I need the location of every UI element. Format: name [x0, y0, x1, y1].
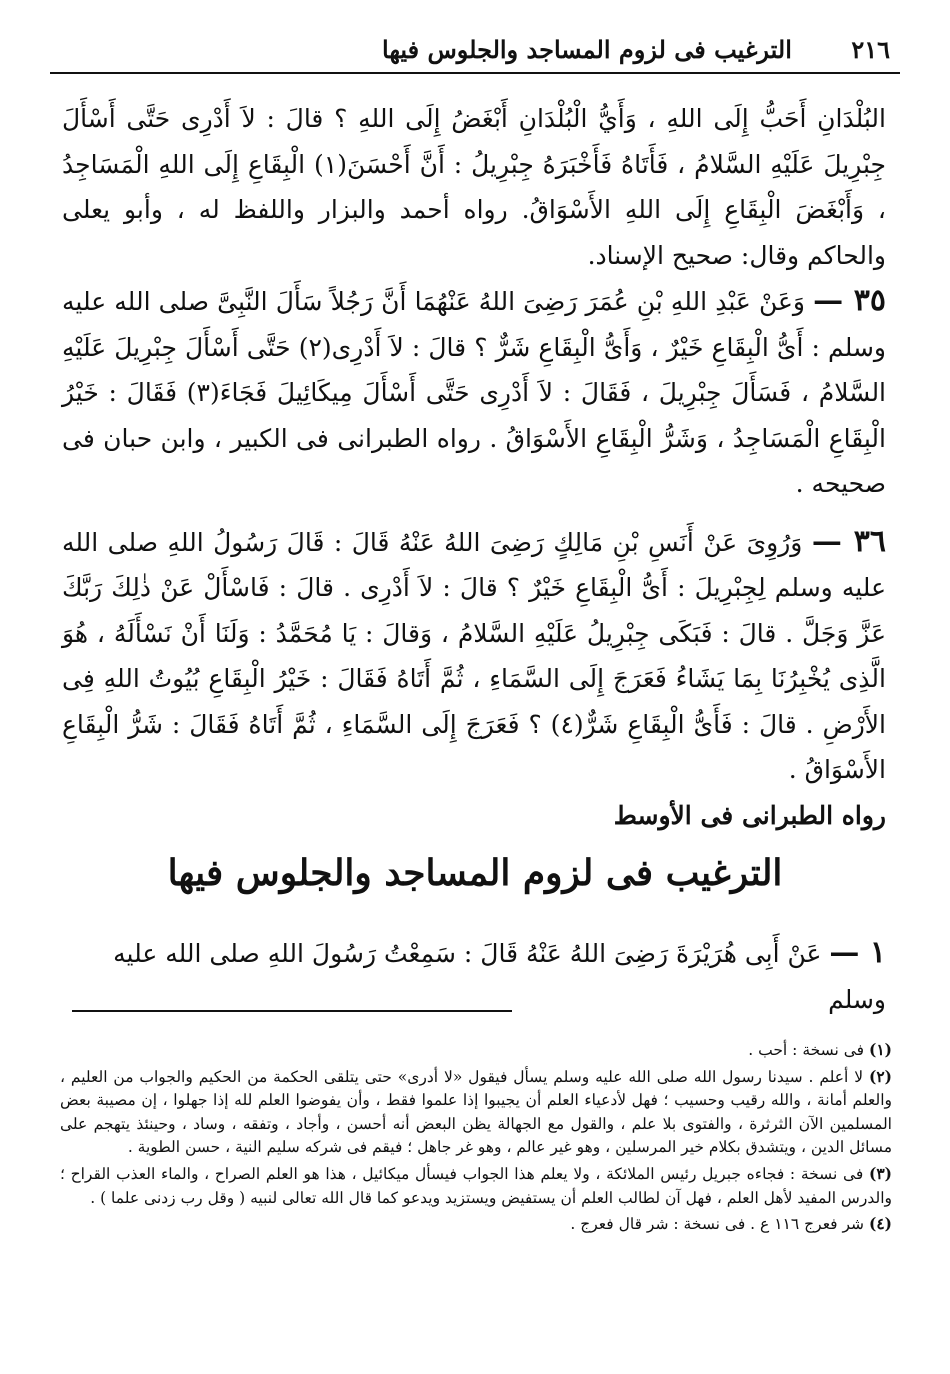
paragraph-hadith-35: [62, 278, 886, 507]
hadith-35-text: وَعَنْ عَبْدِ اللهِ بْنِ عُمَرَ رَضِىَ اللهُ عَنْهُمَا أَنَّ رَجُلاً سَأَلَ النَّبِىَّ صلى الله عليه وسلم : أَىُّ الْبِقَاعِ خَيْرٌ ، وَأَىُّ الْبِقَاعِ شَرٌّ ؟ قالَ : لاَ أَدْرِى(٢) حَتَّى أَسْأَلَ جِبْرِيلَ عَلَيْهِ السَّلامُ ، فَسَأَلَ جِبْرِيلَ ، فَقَالَ : لاَ أَدْرِى حَتَّى أَسْأَلَ مِيكَائِيلَ فَجَاءَ(٣) فَقَالَ : خَيْرُ الْبِقَاعِ الْمَسَاجِدُ ، وَشَرُّ الْبِقَاعِ الأَسْوَاقُ . رواه الطبرانى فى الكبير ، وابن حبان فى صحيحه .: [62, 287, 887, 498]
footnotes: [60, 1038, 892, 1239]
footnote-1-mark: (١): [868, 1040, 892, 1059]
footnote-2: [60, 1065, 892, 1160]
footnote-3-text: فى نسخة : فجاءه جبريل رئيس الملائكة ، ولا يعلم هذا الجواب فيسأل ميكائيل ، هذا هو العلم الصراح ، والماء العذب القراح ؛ والدرس المفيد لأهل العلم ، فهل آن لطالب العلم أن يستفيض ويستزيد ويدعو كما قال الله تعالى لنبيه ( وقل رب زدنى علما ) .: [60, 1164, 892, 1207]
paragraph-hadith-36: [62, 519, 886, 793]
footnote-4: [60, 1212, 892, 1237]
footnote-1: [60, 1038, 892, 1063]
footnote-1-text: فى نسخة : أحب .: [748, 1041, 865, 1059]
hadith-36-text: وَرُوِىَ عَنْ أَنَسِ بْنِ مَالِكٍ رَضِىَ اللهُ عَنْهُ قَالَ : قَالَ رَسُولُ اللهِ صلى الله عليه وسلم لِجِبْرِيلَ : أَىُّ الْبِقَاعِ خَيْرٌ ؟ قالَ : لاَ أَدْرِى . قالَ : فَاسْأَلْ عَنْ ذٰلِكَ رَبَّكَ عَزَّ وَجَلَّ . قالَ : فَبَكَى جِبْرِيلُ عَلَيْهِ السَّلامُ ، وَقالَ : يَا مُحَمَّدُ : وَلَنَا أَنْ نَسْأَلَهُ ، هُوَ الَّذِى يُخْبِرُنَا بِمَا يَشَاءُ فَعَرَجَ إِلَى السَّمَاءِ ، ثُمَّ أَتَاهُ فَقَالَ : خَيْرُ الْبِقَاعِ بُيُوتُ اللهِ فِى الأَرْضِ . قالَ : فَأَىُّ الْبِقَاعِ شَرٌّ(٤) ؟ فَعَرَجَ إِلَى السَّمَاءِ ، ثُمَّ أَتَاهُ فَقَالَ : شَرُّ الْبِقَاعِ الأَسْوَاقُ .: [62, 527, 886, 784]
chapter-heading: الترغيب فى لزوم المساجد والجلوس فيها: [167, 852, 783, 894]
footnote-3-mark: (٣): [868, 1163, 892, 1183]
footnote-separator: [72, 1010, 512, 1012]
footnote-3: [60, 1162, 892, 1210]
hadith-number-35: ٣٥ —: [813, 283, 886, 318]
footnote-4-mark: (٤): [868, 1214, 892, 1234]
footnote-2-text: لا أعلم . سيدنا رسول الله صلى الله عليه وسلم يسأل فيقول «لا أدرى» حتى يتلقى الحكمة من الحكيم والجواب من العليم ، والعلم أمانة ، والله رقيب وحسيب ؛ فهل لأدعياء العلم أن يجيبوا إذا علموا فقط ، وأن يفوضوا العلم لله إذا جهلوا ، إن مصيبة بعض المسلمين الآن الثرثرة ، والفتوى بلا علم ، والقول مع الجهالة يظن البعض أنه أحسن ، وأجاد ، وتفقه ، وساد ، وحينئذ يتهجم على مسائل الدين ، ويتشدق بكلام خير المرسلين ، وهو غير عالم ، وهو غر جاهل ؛ فيقم فى شركه سليم النية ، حسن الطوية .: [60, 1067, 892, 1157]
footnote-4-text: شر فعرج ١١٦ ع . فى نسخة : شر قال فعرج .: [570, 1215, 865, 1234]
hadith-1-text: عَنْ أَبِى هُرَيْرَةَ رَضِىَ اللهُ عَنْهُ قَالَ : سَمِعْتُ رَسُولَ اللهِ صلى الله عليه وسلم: [113, 939, 886, 1014]
hadith-36-source: رواه الطبرانى فى الأوسط: [613, 800, 886, 830]
running-title: الترغيب فى لزوم المساجد والجلوس فيها: [382, 34, 792, 64]
main-text: [62, 96, 886, 838]
hadith-number-36: ٣٦ —: [811, 523, 886, 559]
page-number: ٢١٦: [851, 34, 890, 64]
header-rule: [50, 72, 900, 74]
footnote-2-mark: (٢): [868, 1066, 892, 1086]
paragraph-hadith-34-end: البُلْدَانِ أَحَبُّ إِلَى اللهِ ، وَأَيُّ الْبُلْدَانِ أَبْغَضُ إِلَى اللهِ ؟ قالَ : لاَ أَدْرِى حَتَّى أَسْأَلَ جِبْرِيلَ عَلَيْهِ السَّلامُ ، فَأَتَاهُ فَأَخْبَرَهُ جِبْرِيلُ : أَنَّ أَحْسَنَ(١) الْبِقَاعِ إِلَى اللهِ الْمَسَاجِدُ ، وَأَبْغَضَ الْبِقَاعِ إِلَى اللهِ الأَسْوَاقُ. رواه أحمد والبزار واللفظ له ، وأبو يعلى والحاكم وقال: صحيح الإسناد.: [62, 104, 887, 270]
running-header: [52, 28, 890, 70]
hadith-number-1: ١ —: [829, 935, 886, 970]
